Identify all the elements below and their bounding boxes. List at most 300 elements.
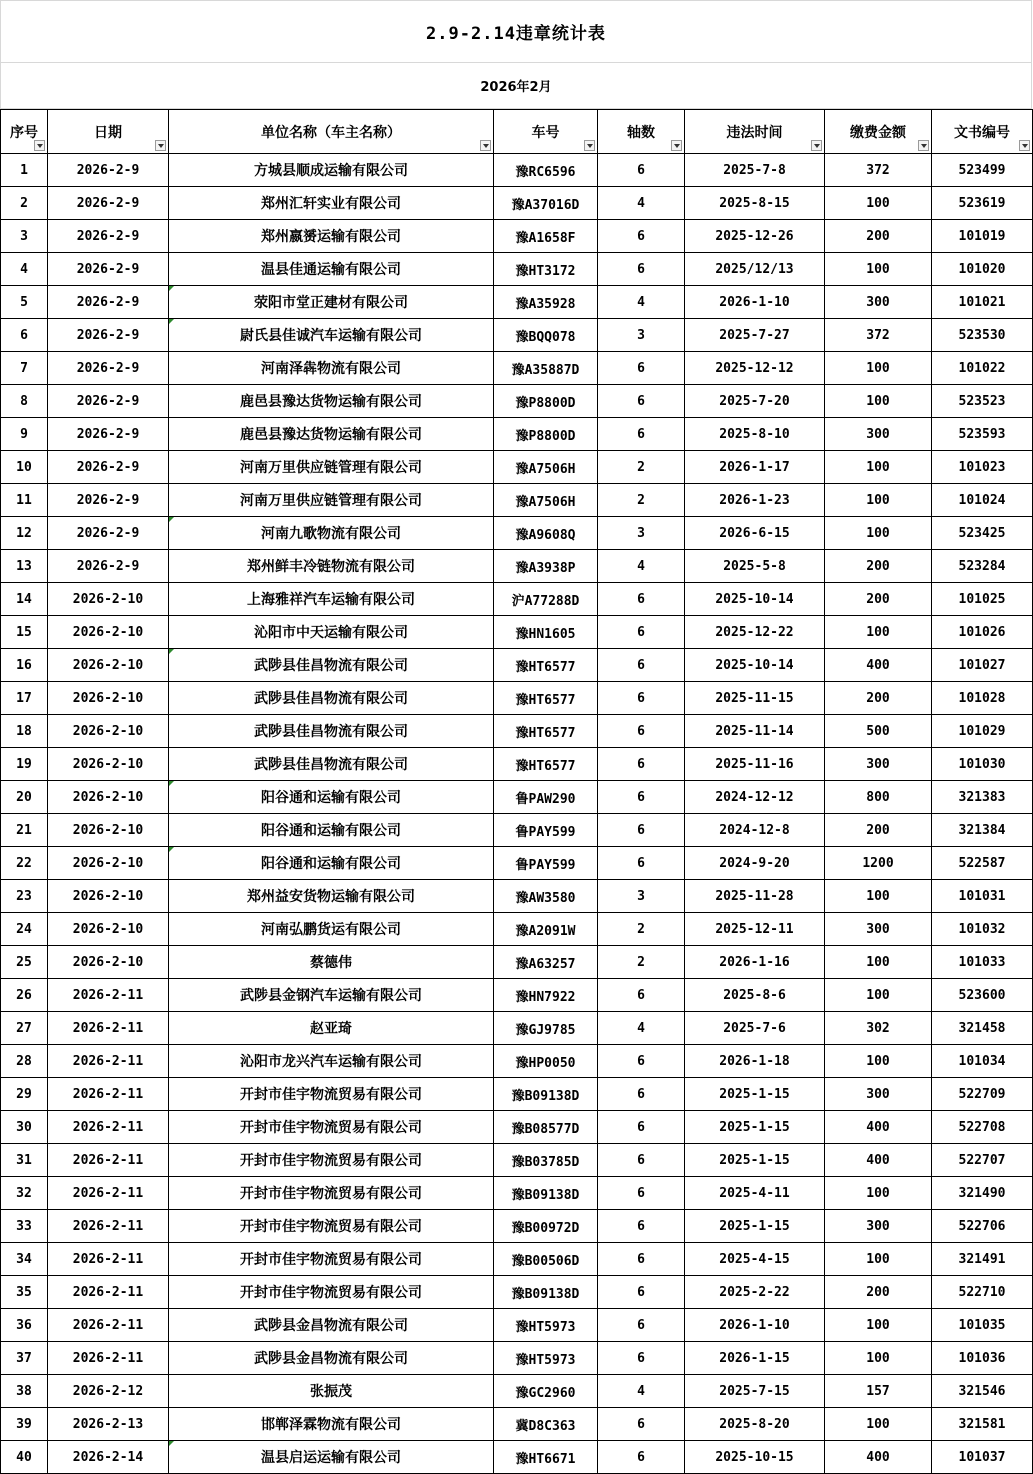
cell-doc-number[interactable]: 321581: [932, 1408, 1033, 1441]
cell-amount[interactable]: 1200: [825, 847, 932, 880]
cell-index[interactable]: 22: [1, 847, 48, 880]
cell-date[interactable]: 2026-2-9: [48, 385, 169, 418]
cell-unit-name[interactable]: 阳谷通和运输有限公司: [169, 781, 494, 814]
filter-dropdown-icon[interactable]: [480, 140, 491, 151]
cell-doc-number[interactable]: 523600: [932, 979, 1033, 1012]
cell-axles[interactable]: 4: [598, 1375, 685, 1408]
cell-doc-number[interactable]: 101026: [932, 616, 1033, 649]
cell-axles[interactable]: 6: [598, 748, 685, 781]
cell-date[interactable]: 2026-2-10: [48, 946, 169, 979]
cell-violation-time[interactable]: 2026-1-15: [685, 1342, 825, 1375]
cell-index[interactable]: 27: [1, 1012, 48, 1045]
cell-date[interactable]: 2026-2-11: [48, 1177, 169, 1210]
cell-axles[interactable]: 3: [598, 880, 685, 913]
filter-dropdown-icon[interactable]: [918, 140, 929, 151]
cell-violation-time[interactable]: 2025-1-15: [685, 1111, 825, 1144]
cell-violation-time[interactable]: 2025-1-15: [685, 1078, 825, 1111]
cell-axles[interactable]: 4: [598, 550, 685, 583]
cell-axles[interactable]: 6: [598, 1408, 685, 1441]
cell-plate[interactable]: 豫RC6596: [494, 154, 598, 187]
cell-amount[interactable]: 100: [825, 1408, 932, 1441]
cell-index[interactable]: 12: [1, 517, 48, 550]
cell-plate[interactable]: 豫HT6577: [494, 682, 598, 715]
cell-index[interactable]: 7: [1, 352, 48, 385]
cell-violation-time[interactable]: 2025-8-6: [685, 979, 825, 1012]
filter-dropdown-icon[interactable]: [671, 140, 682, 151]
cell-unit-name[interactable]: 张振茂: [169, 1375, 494, 1408]
cell-doc-number[interactable]: 101031: [932, 880, 1033, 913]
cell-doc-number[interactable]: 101019: [932, 220, 1033, 253]
cell-index[interactable]: 23: [1, 880, 48, 913]
cell-axles[interactable]: 6: [598, 1243, 685, 1276]
cell-amount[interactable]: 100: [825, 187, 932, 220]
cell-unit-name[interactable]: 阳谷通和运输有限公司: [169, 814, 494, 847]
cell-index[interactable]: 25: [1, 946, 48, 979]
cell-unit-name[interactable]: 武陟县佳昌物流有限公司: [169, 682, 494, 715]
cell-plate[interactable]: 鲁PAY599: [494, 814, 598, 847]
cell-doc-number[interactable]: 101037: [932, 1441, 1033, 1474]
cell-unit-name[interactable]: 河南万里供应链管理有限公司: [169, 484, 494, 517]
cell-amount[interactable]: 372: [825, 154, 932, 187]
cell-plate[interactable]: 豫A3938P: [494, 550, 598, 583]
cell-doc-number[interactable]: 321490: [932, 1177, 1033, 1210]
cell-amount[interactable]: 200: [825, 1276, 932, 1309]
cell-date[interactable]: 2026-2-10: [48, 781, 169, 814]
cell-amount[interactable]: 300: [825, 913, 932, 946]
cell-amount[interactable]: 200: [825, 814, 932, 847]
cell-amount[interactable]: 300: [825, 748, 932, 781]
cell-doc-number[interactable]: 101022: [932, 352, 1033, 385]
cell-axles[interactable]: 6: [598, 352, 685, 385]
cell-violation-time[interactable]: 2025-12-22: [685, 616, 825, 649]
cell-doc-number[interactable]: 321546: [932, 1375, 1033, 1408]
cell-index[interactable]: 36: [1, 1309, 48, 1342]
cell-plate[interactable]: 豫B09138D: [494, 1078, 598, 1111]
cell-axles[interactable]: 6: [598, 154, 685, 187]
cell-amount[interactable]: 100: [825, 517, 932, 550]
cell-violation-time[interactable]: 2026-1-23: [685, 484, 825, 517]
cell-doc-number[interactable]: 101033: [932, 946, 1033, 979]
cell-violation-time[interactable]: 2025-8-10: [685, 418, 825, 451]
cell-amount[interactable]: 372: [825, 319, 932, 352]
cell-violation-time[interactable]: 2024-12-12: [685, 781, 825, 814]
cell-amount[interactable]: 100: [825, 451, 932, 484]
cell-doc-number[interactable]: 101036: [932, 1342, 1033, 1375]
cell-index[interactable]: 11: [1, 484, 48, 517]
cell-plate[interactable]: 豫P8800D: [494, 418, 598, 451]
cell-violation-time[interactable]: 2025-11-16: [685, 748, 825, 781]
cell-plate[interactable]: 豫A35887D: [494, 352, 598, 385]
cell-violation-time[interactable]: 2025-7-6: [685, 1012, 825, 1045]
cell-doc-number[interactable]: 101020: [932, 253, 1033, 286]
cell-index[interactable]: 40: [1, 1441, 48, 1474]
cell-amount[interactable]: 100: [825, 1243, 932, 1276]
cell-unit-name[interactable]: 鹿邑县豫达货物运输有限公司: [169, 385, 494, 418]
cell-index[interactable]: 9: [1, 418, 48, 451]
cell-violation-time[interactable]: 2026-6-15: [685, 517, 825, 550]
cell-doc-number[interactable]: 101027: [932, 649, 1033, 682]
cell-axles[interactable]: 6: [598, 385, 685, 418]
cell-axles[interactable]: 2: [598, 946, 685, 979]
cell-doc-number[interactable]: 321383: [932, 781, 1033, 814]
filter-dropdown-icon[interactable]: [155, 140, 166, 151]
cell-amount[interactable]: 300: [825, 1210, 932, 1243]
cell-amount[interactable]: 100: [825, 616, 932, 649]
cell-doc-number[interactable]: 522709: [932, 1078, 1033, 1111]
cell-axles[interactable]: 6: [598, 253, 685, 286]
cell-axles[interactable]: 6: [598, 1111, 685, 1144]
cell-index[interactable]: 3: [1, 220, 48, 253]
cell-violation-time[interactable]: 2025-1-15: [685, 1144, 825, 1177]
cell-index[interactable]: 15: [1, 616, 48, 649]
cell-axles[interactable]: 6: [598, 781, 685, 814]
cell-index[interactable]: 33: [1, 1210, 48, 1243]
cell-date[interactable]: 2026-2-10: [48, 748, 169, 781]
cell-unit-name[interactable]: 武陟县佳昌物流有限公司: [169, 649, 494, 682]
cell-violation-time[interactable]: 2025-4-11: [685, 1177, 825, 1210]
cell-amount[interactable]: 157: [825, 1375, 932, 1408]
cell-amount[interactable]: 100: [825, 979, 932, 1012]
cell-amount[interactable]: 302: [825, 1012, 932, 1045]
cell-plate[interactable]: 豫B00506D: [494, 1243, 598, 1276]
cell-unit-name[interactable]: 郑州鲜丰冷链物流有限公司: [169, 550, 494, 583]
cell-axles[interactable]: 6: [598, 649, 685, 682]
cell-plate[interactable]: 豫GC2960: [494, 1375, 598, 1408]
cell-doc-number[interactable]: 101032: [932, 913, 1033, 946]
cell-date[interactable]: 2026-2-9: [48, 253, 169, 286]
cell-amount[interactable]: 100: [825, 1177, 932, 1210]
cell-plate[interactable]: 豫HT6671: [494, 1441, 598, 1474]
cell-violation-time[interactable]: 2024-12-8: [685, 814, 825, 847]
cell-date[interactable]: 2026-2-10: [48, 814, 169, 847]
cell-unit-name[interactable]: 河南弘鹏货运有限公司: [169, 913, 494, 946]
cell-axles[interactable]: 6: [598, 418, 685, 451]
cell-axles[interactable]: 3: [598, 319, 685, 352]
cell-date[interactable]: 2026-2-9: [48, 451, 169, 484]
cell-doc-number[interactable]: 101030: [932, 748, 1033, 781]
cell-unit-name[interactable]: 武陟县佳昌物流有限公司: [169, 748, 494, 781]
cell-date[interactable]: 2026-2-11: [48, 979, 169, 1012]
cell-index[interactable]: 8: [1, 385, 48, 418]
cell-doc-number[interactable]: 101028: [932, 682, 1033, 715]
cell-date[interactable]: 2026-2-11: [48, 1012, 169, 1045]
cell-amount[interactable]: 100: [825, 1309, 932, 1342]
cell-index[interactable]: 26: [1, 979, 48, 1012]
cell-doc-number[interactable]: 101029: [932, 715, 1033, 748]
cell-violation-time[interactable]: 2025-12-12: [685, 352, 825, 385]
cell-date[interactable]: 2026-2-9: [48, 220, 169, 253]
cell-date[interactable]: 2026-2-9: [48, 352, 169, 385]
cell-index[interactable]: 30: [1, 1111, 48, 1144]
cell-plate[interactable]: 豫A63257: [494, 946, 598, 979]
cell-plate[interactable]: 鲁PAY599: [494, 847, 598, 880]
cell-date[interactable]: 2026-2-11: [48, 1144, 169, 1177]
cell-amount[interactable]: 100: [825, 385, 932, 418]
cell-plate[interactable]: 豫B00972D: [494, 1210, 598, 1243]
cell-amount[interactable]: 300: [825, 1078, 932, 1111]
cell-doc-number[interactable]: 321384: [932, 814, 1033, 847]
cell-axles[interactable]: 6: [598, 682, 685, 715]
cell-amount[interactable]: 800: [825, 781, 932, 814]
cell-violation-time[interactable]: 2025-7-15: [685, 1375, 825, 1408]
cell-doc-number[interactable]: 101035: [932, 1309, 1033, 1342]
cell-plate[interactable]: 豫P8800D: [494, 385, 598, 418]
cell-index[interactable]: 18: [1, 715, 48, 748]
cell-date[interactable]: 2026-2-10: [48, 715, 169, 748]
cell-axles[interactable]: 6: [598, 1441, 685, 1474]
cell-unit-name[interactable]: 开封市佳宇物流贸易有限公司: [169, 1210, 494, 1243]
cell-violation-time[interactable]: 2025-11-28: [685, 880, 825, 913]
cell-axles[interactable]: 3: [598, 517, 685, 550]
cell-index[interactable]: 21: [1, 814, 48, 847]
cell-amount[interactable]: 100: [825, 880, 932, 913]
cell-index[interactable]: 24: [1, 913, 48, 946]
cell-date[interactable]: 2026-2-9: [48, 154, 169, 187]
cell-doc-number[interactable]: 101023: [932, 451, 1033, 484]
cell-unit-name[interactable]: 方城县顺成运输有限公司: [169, 154, 494, 187]
cell-amount[interactable]: 200: [825, 220, 932, 253]
cell-doc-number[interactable]: 522707: [932, 1144, 1033, 1177]
cell-amount[interactable]: 100: [825, 1045, 932, 1078]
cell-date[interactable]: 2026-2-11: [48, 1078, 169, 1111]
cell-index[interactable]: 38: [1, 1375, 48, 1408]
cell-axles[interactable]: 6: [598, 1144, 685, 1177]
cell-plate[interactable]: 豫B03785D: [494, 1144, 598, 1177]
cell-doc-number[interactable]: 101034: [932, 1045, 1033, 1078]
cell-date[interactable]: 2026-2-13: [48, 1408, 169, 1441]
cell-axles[interactable]: 2: [598, 913, 685, 946]
cell-axles[interactable]: 6: [598, 1210, 685, 1243]
cell-plate[interactable]: 豫BQQ078: [494, 319, 598, 352]
cell-index[interactable]: 31: [1, 1144, 48, 1177]
cell-doc-number[interactable]: 522587: [932, 847, 1033, 880]
cell-doc-number[interactable]: 523530: [932, 319, 1033, 352]
cell-amount[interactable]: 100: [825, 484, 932, 517]
cell-violation-time[interactable]: 2025-1-15: [685, 1210, 825, 1243]
cell-unit-name[interactable]: 荥阳市堂正建材有限公司: [169, 286, 494, 319]
cell-amount[interactable]: 400: [825, 1144, 932, 1177]
cell-unit-name[interactable]: 上海雅祥汽车运输有限公司: [169, 583, 494, 616]
cell-index[interactable]: 32: [1, 1177, 48, 1210]
cell-unit-name[interactable]: 邯郸泽霖物流有限公司: [169, 1408, 494, 1441]
cell-axles[interactable]: 6: [598, 715, 685, 748]
cell-plate[interactable]: 豫A2091W: [494, 913, 598, 946]
cell-index[interactable]: 16: [1, 649, 48, 682]
cell-unit-name[interactable]: 鹿邑县豫达货物运输有限公司: [169, 418, 494, 451]
cell-axles[interactable]: 4: [598, 187, 685, 220]
cell-violation-time[interactable]: 2025-8-20: [685, 1408, 825, 1441]
cell-violation-time[interactable]: 2025/12/13: [685, 253, 825, 286]
cell-violation-time[interactable]: 2025-12-11: [685, 913, 825, 946]
cell-unit-name[interactable]: 开封市佳宇物流贸易有限公司: [169, 1078, 494, 1111]
cell-plate[interactable]: 豫B09138D: [494, 1276, 598, 1309]
cell-plate[interactable]: 鲁PAW290: [494, 781, 598, 814]
cell-unit-name[interactable]: 温县佳通运输有限公司: [169, 253, 494, 286]
cell-plate[interactable]: 豫A9608Q: [494, 517, 598, 550]
cell-unit-name[interactable]: 沁阳市中天运输有限公司: [169, 616, 494, 649]
cell-date[interactable]: 2026-2-10: [48, 649, 169, 682]
cell-index[interactable]: 6: [1, 319, 48, 352]
cell-date[interactable]: 2026-2-11: [48, 1276, 169, 1309]
cell-violation-time[interactable]: 2025-7-8: [685, 154, 825, 187]
cell-index[interactable]: 39: [1, 1408, 48, 1441]
cell-violation-time[interactable]: 2026-1-17: [685, 451, 825, 484]
cell-unit-name[interactable]: 阳谷通和运输有限公司: [169, 847, 494, 880]
cell-index[interactable]: 13: [1, 550, 48, 583]
filter-dropdown-icon[interactable]: [34, 140, 45, 151]
cell-date[interactable]: 2026-2-9: [48, 187, 169, 220]
cell-amount[interactable]: 200: [825, 682, 932, 715]
cell-violation-time[interactable]: 2026-1-10: [685, 1309, 825, 1342]
cell-date[interactable]: 2026-2-10: [48, 847, 169, 880]
cell-violation-time[interactable]: 2025-11-14: [685, 715, 825, 748]
cell-doc-number[interactable]: 101024: [932, 484, 1033, 517]
cell-unit-name[interactable]: 郑州汇轩实业有限公司: [169, 187, 494, 220]
cell-unit-name[interactable]: 开封市佳宇物流贸易有限公司: [169, 1243, 494, 1276]
cell-violation-time[interactable]: 2025-2-22: [685, 1276, 825, 1309]
cell-violation-time[interactable]: 2025-7-20: [685, 385, 825, 418]
cell-plate[interactable]: 沪A77288D: [494, 583, 598, 616]
cell-doc-number[interactable]: 321491: [932, 1243, 1033, 1276]
cell-plate[interactable]: 豫AW3580: [494, 880, 598, 913]
cell-doc-number[interactable]: 523284: [932, 550, 1033, 583]
cell-date[interactable]: 2026-2-11: [48, 1342, 169, 1375]
cell-unit-name[interactable]: 开封市佳宇物流贸易有限公司: [169, 1144, 494, 1177]
cell-unit-name[interactable]: 沁阳市龙兴汽车运输有限公司: [169, 1045, 494, 1078]
cell-amount[interactable]: 100: [825, 253, 932, 286]
cell-axles[interactable]: 2: [598, 484, 685, 517]
cell-axles[interactable]: 6: [598, 1078, 685, 1111]
cell-index[interactable]: 10: [1, 451, 48, 484]
cell-amount[interactable]: 100: [825, 1342, 932, 1375]
cell-index[interactable]: 34: [1, 1243, 48, 1276]
cell-date[interactable]: 2026-2-10: [48, 880, 169, 913]
cell-violation-time[interactable]: 2026-1-18: [685, 1045, 825, 1078]
cell-violation-time[interactable]: 2024-9-20: [685, 847, 825, 880]
cell-index[interactable]: 37: [1, 1342, 48, 1375]
cell-plate[interactable]: 豫HN1605: [494, 616, 598, 649]
cell-date[interactable]: 2026-2-10: [48, 616, 169, 649]
cell-unit-name[interactable]: 武陟县金昌物流有限公司: [169, 1342, 494, 1375]
cell-doc-number[interactable]: 523619: [932, 187, 1033, 220]
cell-doc-number[interactable]: 523593: [932, 418, 1033, 451]
cell-date[interactable]: 2026-2-10: [48, 682, 169, 715]
cell-violation-time[interactable]: 2025-12-26: [685, 220, 825, 253]
cell-unit-name[interactable]: 蔡德伟: [169, 946, 494, 979]
cell-index[interactable]: 28: [1, 1045, 48, 1078]
cell-plate[interactable]: 豫HP0050: [494, 1045, 598, 1078]
cell-date[interactable]: 2026-2-12: [48, 1375, 169, 1408]
cell-plate[interactable]: 豫HT6577: [494, 715, 598, 748]
cell-violation-time[interactable]: 2025-4-15: [685, 1243, 825, 1276]
cell-axles[interactable]: 4: [598, 1012, 685, 1045]
cell-unit-name[interactable]: 开封市佳宇物流贸易有限公司: [169, 1177, 494, 1210]
filter-dropdown-icon[interactable]: [811, 140, 822, 151]
cell-index[interactable]: 5: [1, 286, 48, 319]
cell-unit-name[interactable]: 武陟县金昌物流有限公司: [169, 1309, 494, 1342]
cell-violation-time[interactable]: 2026-1-10: [685, 286, 825, 319]
cell-index[interactable]: 35: [1, 1276, 48, 1309]
cell-date[interactable]: 2026-2-11: [48, 1045, 169, 1078]
cell-plate[interactable]: 豫B09138D: [494, 1177, 598, 1210]
cell-plate[interactable]: 豫A37016D: [494, 187, 598, 220]
cell-date[interactable]: 2026-2-9: [48, 484, 169, 517]
cell-date[interactable]: 2026-2-9: [48, 550, 169, 583]
cell-violation-time[interactable]: 2025-5-8: [685, 550, 825, 583]
cell-amount[interactable]: 300: [825, 286, 932, 319]
cell-unit-name[interactable]: 尉氏县佳诚汽车运输有限公司: [169, 319, 494, 352]
cell-violation-time[interactable]: 2025-10-14: [685, 583, 825, 616]
cell-amount[interactable]: 200: [825, 583, 932, 616]
cell-date[interactable]: 2026-2-11: [48, 1111, 169, 1144]
cell-unit-name[interactable]: 赵亚琦: [169, 1012, 494, 1045]
cell-doc-number[interactable]: 522710: [932, 1276, 1033, 1309]
cell-axles[interactable]: 6: [598, 1045, 685, 1078]
cell-date[interactable]: 2026-2-9: [48, 418, 169, 451]
cell-amount[interactable]: 400: [825, 649, 932, 682]
cell-plate[interactable]: 豫A7506H: [494, 484, 598, 517]
filter-dropdown-icon[interactable]: [1019, 140, 1030, 151]
cell-index[interactable]: 4: [1, 253, 48, 286]
cell-doc-number[interactable]: 523499: [932, 154, 1033, 187]
cell-plate[interactable]: 豫B08577D: [494, 1111, 598, 1144]
cell-axles[interactable]: 6: [598, 847, 685, 880]
cell-index[interactable]: 2: [1, 187, 48, 220]
cell-plate[interactable]: 豫HT6577: [494, 748, 598, 781]
cell-axles[interactable]: 6: [598, 1342, 685, 1375]
cell-amount[interactable]: 500: [825, 715, 932, 748]
cell-doc-number[interactable]: 523523: [932, 385, 1033, 418]
filter-dropdown-icon[interactable]: [584, 140, 595, 151]
cell-plate[interactable]: 豫A7506H: [494, 451, 598, 484]
cell-plate[interactable]: 豫HN7922: [494, 979, 598, 1012]
cell-doc-number[interactable]: 522706: [932, 1210, 1033, 1243]
cell-unit-name[interactable]: 开封市佳宇物流贸易有限公司: [169, 1111, 494, 1144]
cell-unit-name[interactable]: 河南万里供应链管理有限公司: [169, 451, 494, 484]
cell-axles[interactable]: 6: [598, 583, 685, 616]
cell-plate[interactable]: 豫HT3172: [494, 253, 598, 286]
cell-axles[interactable]: 6: [598, 979, 685, 1012]
cell-plate[interactable]: 豫GJ9785: [494, 1012, 598, 1045]
cell-date[interactable]: 2026-2-10: [48, 913, 169, 946]
cell-unit-name[interactable]: 武陟县金钢汽车运输有限公司: [169, 979, 494, 1012]
cell-axles[interactable]: 6: [598, 814, 685, 847]
cell-unit-name[interactable]: 郑州益安货物运输有限公司: [169, 880, 494, 913]
cell-unit-name[interactable]: 武陟县佳昌物流有限公司: [169, 715, 494, 748]
cell-unit-name[interactable]: 温县启运运输有限公司: [169, 1441, 494, 1474]
cell-date[interactable]: 2026-2-10: [48, 583, 169, 616]
cell-doc-number[interactable]: 101021: [932, 286, 1033, 319]
cell-violation-time[interactable]: 2025-11-15: [685, 682, 825, 715]
cell-axles[interactable]: 6: [598, 1309, 685, 1342]
cell-index[interactable]: 20: [1, 781, 48, 814]
cell-date[interactable]: 2026-2-11: [48, 1210, 169, 1243]
cell-index[interactable]: 1: [1, 154, 48, 187]
cell-doc-number[interactable]: 523425: [932, 517, 1033, 550]
cell-plate[interactable]: 冀D8C363: [494, 1408, 598, 1441]
cell-axles[interactable]: 6: [598, 1276, 685, 1309]
cell-amount[interactable]: 400: [825, 1111, 932, 1144]
cell-amount[interactable]: 400: [825, 1441, 932, 1474]
cell-doc-number[interactable]: 321458: [932, 1012, 1033, 1045]
cell-date[interactable]: 2026-2-14: [48, 1441, 169, 1474]
cell-doc-number[interactable]: 101025: [932, 583, 1033, 616]
cell-violation-time[interactable]: 2025-10-14: [685, 649, 825, 682]
cell-date[interactable]: 2026-2-9: [48, 319, 169, 352]
cell-date[interactable]: 2026-2-9: [48, 517, 169, 550]
cell-index[interactable]: 17: [1, 682, 48, 715]
cell-plate[interactable]: 豫A1658F: [494, 220, 598, 253]
